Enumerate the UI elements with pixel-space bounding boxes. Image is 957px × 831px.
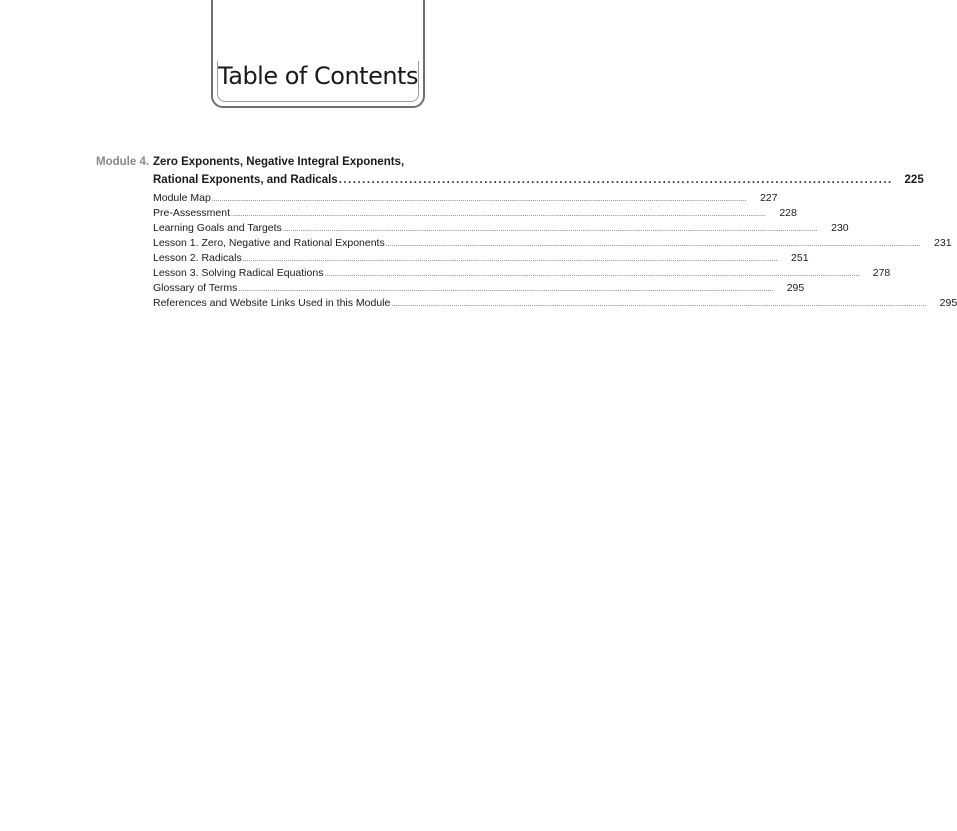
dot-leader: ...................................................................................................................... [338,174,893,186]
toc-entry[interactable] [153,237,952,249]
toc-entry-page: 278 [872,267,891,279]
toc-entry-page: 228 [779,207,797,219]
toc-entry-label: Learning Goals and Targets [153,222,282,234]
toc-entry[interactable] [153,267,891,279]
dot-leader: ................................................................................................................................................................................................................................................................................... [282,226,818,233]
dot-leader: ................................................................................................................................................................................................................................................................................... [231,211,766,218]
module-title-line2: Rational Exponents, and Radicals [153,174,338,186]
toc-entry-label: Lesson 1. Zero, Negative and Rational Exponents [153,237,385,249]
module-page-number: 225 [904,174,924,186]
toc-entry-page: 231 [934,237,952,249]
toc-entry-page: 227 [760,192,778,204]
toc-entry[interactable] [153,282,805,294]
toc-entry[interactable] [153,252,809,264]
toc-entry-label: Lesson 3. Solving Radical Equations [153,267,324,279]
toc-entry[interactable] [153,207,797,219]
toc-entry-page: 295 [939,297,957,309]
toc-entry-page: 251 [791,252,809,264]
toc-entry-page: 230 [831,222,849,234]
toc-entry-label: Pre-Assessment [153,207,231,219]
dot-leader: ................................................................................................................................................................................................................................................................................... [385,241,921,248]
toc-entry-label: Module Map [153,192,211,204]
toc-entry[interactable] [153,222,849,234]
dot-leader: ................................................................................................................................................................................................................................................................................... [391,301,927,308]
title-tab [211,0,425,108]
page-title: Table of Contents [218,62,418,90]
toc-entry-label: References and Website Links Used in this Module [153,297,391,309]
toc-entry[interactable] [153,297,957,309]
dot-leader: ................................................................................................................................................................................................................................................................................... [242,256,778,263]
toc-entry-label: Glossary of Terms [153,282,238,294]
dot-leader: ................................................................................................................................................................................................................................................................................... [238,286,774,293]
toc-entry-page: 295 [786,282,805,294]
dot-leader: ................................................................................................................................................................................................................................................................................... [324,271,860,278]
dot-leader: ................................................................................................................................................................................................................................................................................... [211,196,747,203]
module-label: Module 4. [96,156,150,168]
toc-entry-label: Lesson 2. Radicals [153,252,242,264]
module-title-row[interactable] [153,174,924,186]
module-title-line1[interactable]: Zero Exponents, Negative Integral Exponents, [153,156,405,168]
toc-entry[interactable] [153,192,778,204]
